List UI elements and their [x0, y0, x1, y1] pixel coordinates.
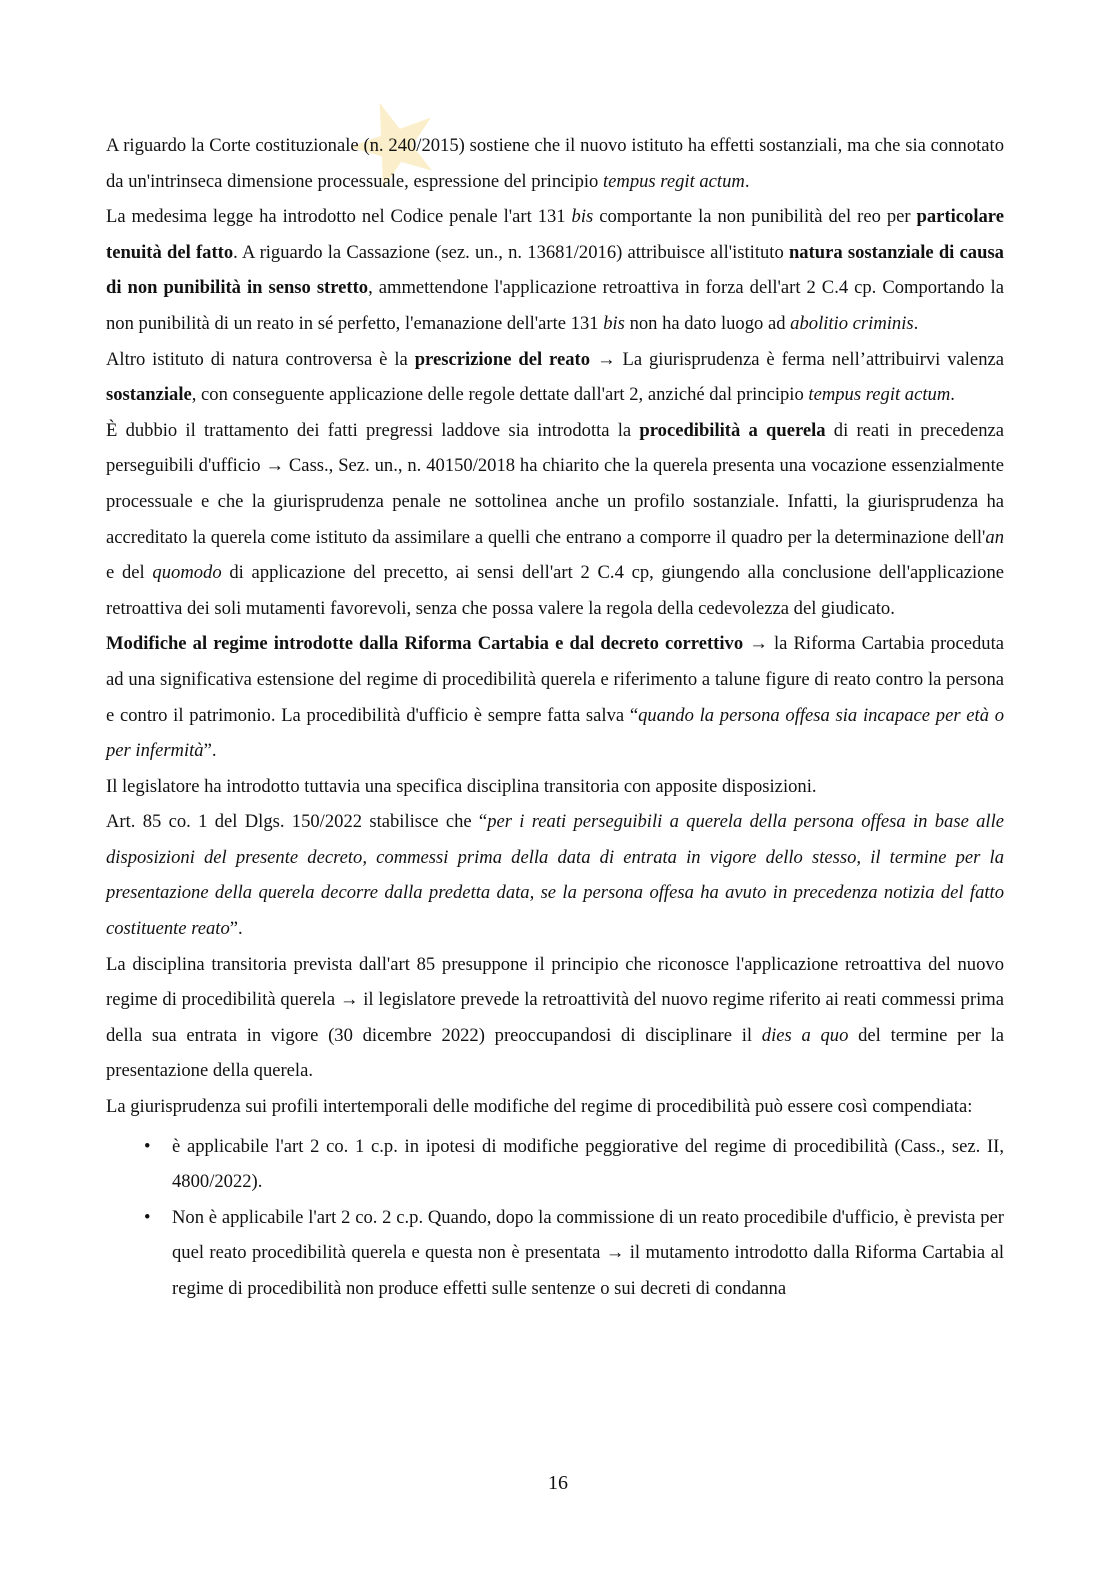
- italic-text: tempus regit actum: [808, 384, 951, 406]
- text-run: La medesima legge ha introdotto nel Codice penale l'art 131: [106, 206, 572, 228]
- bold-text: particolare tenuità del fatto: [106, 206, 1004, 263]
- bold-text: procedibilità a querela: [639, 419, 826, 441]
- italic-text: bis: [571, 206, 594, 228]
- italic-text: bis: [603, 312, 625, 334]
- paragraph: [106, 199, 1004, 341]
- italic-text: tempus regit actum: [602, 170, 745, 192]
- italic-text: per i reati perseguibili a querela della persona offesa in base alle disposizioni del presente decreto, commessi prima della data di entrata in vigore dello stesso, il termine per la presentazione della querela decorre dalla predetta data, se la persona offesa ha avuto in precedenza notizia del fatto costituente reato: [106, 811, 1004, 940]
- text-run: . A riguardo la Cassazione (sez. un., n. 13681/2016) attribuisce all'istituto: [233, 241, 789, 263]
- paragraph: [106, 342, 1004, 413]
- bullet-list: [106, 1129, 1004, 1307]
- text-run: è applicabile l'art 2 co. 1 c.p. in ipotesi di modifiche peggiorative del regime di procedibilità (Cass., sez. II, 4800/2022).: [172, 1135, 1004, 1193]
- text-run: .: [744, 170, 750, 192]
- italic-text: an: [985, 526, 1004, 548]
- paragraph-list: [106, 128, 1004, 1125]
- text-run: .: [913, 312, 919, 334]
- text-run: del termine per la presentazione della querela.: [106, 1024, 1004, 1082]
- bold-text: natura sostanziale di causa di non punibilità in senso stretto: [106, 241, 1004, 299]
- paragraph: [106, 804, 1004, 946]
- text-run: e del: [106, 562, 153, 584]
- text-run: ”.: [229, 918, 243, 940]
- text-run: comportante la non punibilità del reo per: [593, 206, 917, 228]
- text-run: È dubbio il trattamento dei fatti pregressi laddove sia introdotta la: [106, 419, 640, 441]
- text-run: ”.: [203, 740, 217, 762]
- text-run: La disciplina transitoria prevista dall'art 85 presuppone il principio che riconosce l'applicazione retroattiva del nuovo regime di procedibilità querela → il legislatore prevede la retroattività del nuovo regime riferito ai reati commessi prima della sua entrata in vigore (30 dicembre 2022) preoccupandosi di disciplinare il: [106, 953, 1004, 1046]
- italic-text: quomodo: [152, 562, 222, 584]
- paragraph: [106, 626, 1004, 768]
- text-run: di applicazione del precetto, ai sensi dell'art 2 C.4 cp, giungendo alla conclusione dell'applicazione retroattiva dei soli mutamenti favorevoli, senza che possa valere la regola della cedevolezza del giudicato.: [106, 562, 1004, 619]
- text-run: Art. 85 co. 1 del Dlgs. 150/2022 stabilisce che “: [106, 811, 488, 833]
- list-item: [172, 1129, 1004, 1200]
- text-run: di reati in precedenza perseguibili d'ufficio → Cass., Sez. un., n. 40150/2018 ha chiarito che la querela presenta una vocazione essenzialmente processuale e che la giurisprudenza penale ne sottolinea anche un profilo sostanziale. Infatti, la giurisprudenza ha accreditato la querela come istituto da assimilare a quelli che entrano a comporre il quadro per la determinazione dell': [106, 419, 1005, 548]
- text-run: Altro istituto di natura controversa è la: [106, 348, 415, 370]
- italic-text: abolitio criminis: [790, 312, 914, 334]
- paragraph: [106, 128, 1004, 199]
- paragraph: [106, 769, 1004, 805]
- text-run: A riguardo la Corte costituzionale (n. 240/2015) sostiene che il nuovo istituto ha effetti sostanziali, ma che sia connotato da un'intrinseca dimensione processuale, espressione del principio: [106, 135, 1004, 192]
- page-number: 16: [548, 1472, 568, 1494]
- text-run: → La giurisprudenza è ferma nell’attribuirvi valenza: [590, 348, 1004, 370]
- italic-text: dies a quo: [761, 1024, 849, 1046]
- text-run: .: [950, 384, 955, 406]
- paragraph: [106, 1089, 1004, 1125]
- bold-text: Modifiche al regime introdotte dalla Riforma Cartabia e dal decreto correttivo: [106, 633, 744, 655]
- document-body: [106, 128, 1004, 1307]
- text-run: , con conseguente applicazione delle regole dettate dall'art 2, anziché dal principio: [191, 384, 809, 406]
- text-run: Non è applicabile l'art 2 co. 2 c.p. Quando, dopo la commissione di un reato procedibile d'ufficio, è prevista per quel reato procedibilità querela e questa non è presentata → il mutamento introdotto dalla Riforma Cartabia al regime di procedibilità non produce effetti sulle sentenze o sui decreti di condanna: [172, 1206, 1004, 1299]
- text-run: La giurisprudenza sui profili intertemporali delle modifiche del regime di procedibilità può essere così compendiata:: [106, 1096, 973, 1118]
- paragraph: [106, 947, 1004, 1089]
- bold-text: sostanziale: [106, 384, 192, 406]
- paragraph: [106, 413, 1004, 627]
- italic-text: quando la persona offesa sia incapace per età o per infermità: [106, 704, 1005, 762]
- list-item: [172, 1200, 1004, 1307]
- text-run: Il legislatore ha introdotto tuttavia una specifica disciplina transitoria con apposite disposizioni.: [106, 775, 817, 797]
- bold-text: prescrizione del reato: [414, 348, 591, 370]
- text-run: → la Riforma Cartabia proceduta ad una significativa estensione del regime di procedibilità querela e riferimento a talune figure di reato contro la persona e contro il patrimonio. La procedibilità d'ufficio è sempre fatta salva “: [106, 633, 1004, 726]
- text-run: , ammettendone l'applicazione retroattiva in forza dell'art 2 C.4 cp. Comportando la non punibilità di un reato in sé perfetto, l'emanazione dell'arte 131: [106, 277, 1004, 334]
- text-run: non ha dato luogo ad: [624, 312, 791, 334]
